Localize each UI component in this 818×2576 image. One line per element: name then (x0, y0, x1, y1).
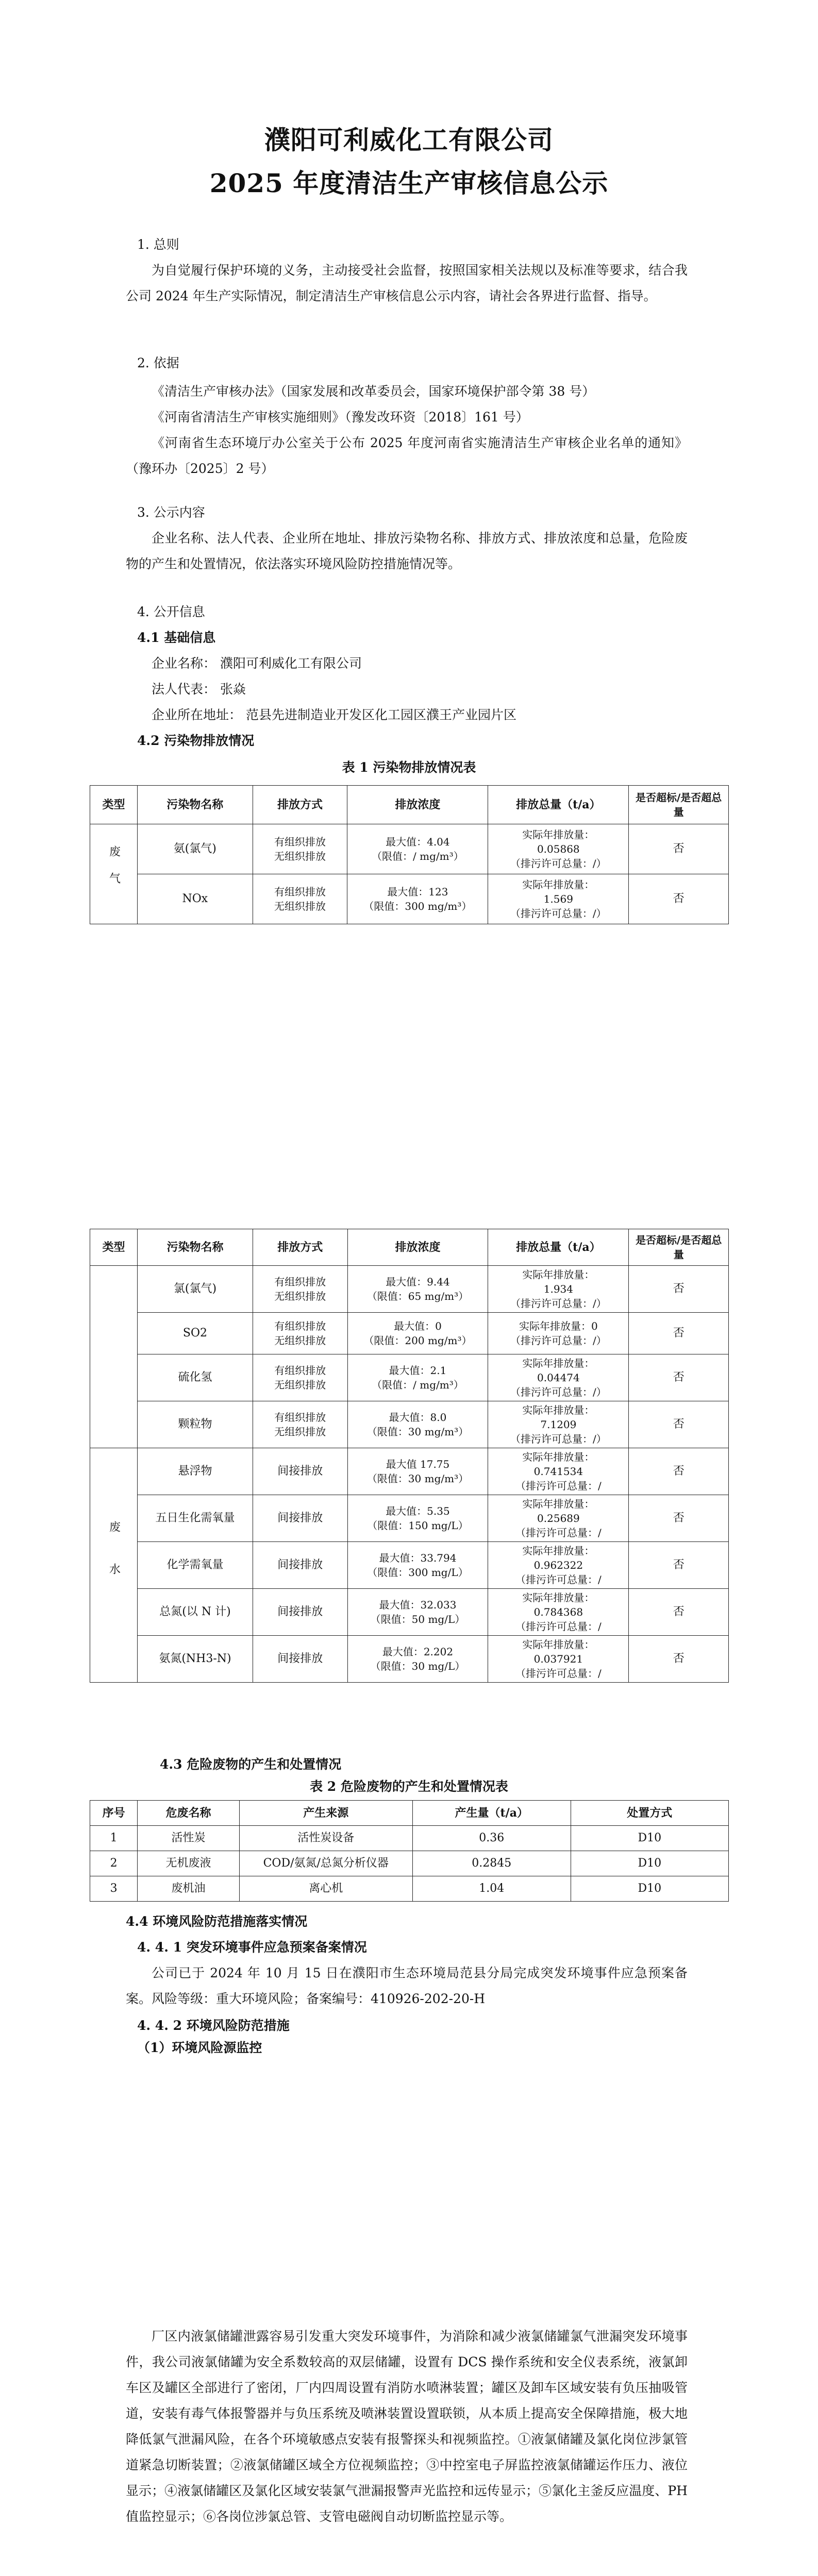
table-header-cell: 类型 (90, 786, 138, 824)
section-2-heading: 2. 依据 (137, 355, 179, 370)
table-cell: 活性炭设备 (239, 1826, 412, 1851)
table-header-cell: 是否超标/是否超总量 (629, 786, 729, 824)
table-cell: 颗粒物 (138, 1401, 253, 1448)
table-row (90, 1495, 729, 1542)
table-cell: 间接排放 (253, 1636, 347, 1683)
monitoring-paragraph: 厂区内液氯储罐泄露容易引发重大突发环境事件，为消除和减少液氯储罐氯气泄漏突发环境事件，我公司液氯储罐为安全系数较高的双层储罐，设置有 DCS 操作系统和安全仪表系统，液氯卸车区及罐区全部进行了密闭，厂内四周设置有消防水喷淋装置；罐区及卸车区域安装有负压抽吸管道，安装有毒气体报警器并与负压系统及喷淋装置设置联锁，从本质上提高安全保障措施，极大地降低氯气泄漏风险，在各个环境敏感点安装有报警探头和视频监控。①液氯储罐及氯化岗位涉氯管道紧急切断装置；②液氯储罐区域全方位视频监控；③中控室电子屏监控液氯储罐运作压力、液位显示；④液氯储罐区及氯化区域安装氯气泄漏报警声光监控和远传显示；⑤氯化主釜反应温度、PH 值监控显示；⑥各岗位涉氯总管、支管电磁阀自动切断监控显示等。 (126, 2329, 688, 2524)
table-cell: 有组织排放 无组织排放 (253, 1354, 347, 1401)
table-cell: 最大值：123 （限值：300 mg/m³） (347, 874, 488, 924)
table-row (90, 1401, 729, 1448)
table-cell: 有组织排放 无组织排放 (253, 1313, 347, 1354)
table-1 (90, 785, 729, 924)
table-cell: D10 (571, 1851, 728, 1876)
table-cell: 否 (629, 1401, 729, 1448)
table-header-cell: 排放方式 (253, 786, 347, 824)
table-cell: 1 (90, 1826, 138, 1851)
table-header-row (90, 1229, 729, 1266)
table-cell: 否 (629, 1495, 729, 1542)
table-cell: 最大值：2.1 （限值：/ mg/m³） (347, 1354, 488, 1401)
table-cell: NOx (138, 874, 253, 924)
section-4-4-1-heading: 4. 4. 1 突发环境事件应急预案备案情况 (137, 1940, 367, 1955)
table-header-cell: 产生来源 (239, 1801, 412, 1826)
table-cell: 最大值：8.0 （限值：30 mg/m³） (347, 1401, 488, 1448)
table-cell: D10 (571, 1826, 728, 1851)
table-1-header-row (90, 786, 729, 824)
table-cell: 有组织排放 无组织排放 (253, 1266, 347, 1313)
table-row (90, 1876, 729, 1902)
table-2-caption: 表 2 危险废物的产生和处置情况表 (310, 1779, 508, 1794)
table-cell: 间接排放 (253, 1589, 347, 1636)
section-2-item-2: 《河南省清洁生产审核实施细则》（豫发改环资〔2018〕161 号） (152, 410, 529, 425)
table-cell: 否 (629, 1354, 729, 1401)
table-cell: 实际年排放量： 0.05868 （排污许可总量：/） (488, 824, 629, 874)
table-cell: 五日生化需氧量 (138, 1495, 253, 1542)
table-cell: 最大值：32.033 （限值：50 mg/L） (347, 1589, 488, 1636)
table-cell: 否 (629, 1589, 729, 1636)
table-header-cell: 排放总量（t/a） (488, 1229, 629, 1266)
table-cell: 最大值：9.44 （限值：65 mg/m³） (347, 1266, 488, 1313)
doc-title-line1: 濮阳可利威化工有限公司 (264, 125, 554, 155)
table-cell: 硫化氢 (138, 1354, 253, 1401)
table-header-row (90, 1801, 729, 1826)
table-cell: 有组织排放 无组织排放 (253, 874, 347, 924)
table-cell: 有组织排放 无组织排放 (253, 1401, 347, 1448)
table-cell: 最大值：5.35 （限值：150 mg/L） (347, 1495, 488, 1542)
table-cell: 1.04 (412, 1876, 571, 1902)
table-row (90, 1851, 729, 1876)
table-row (90, 874, 729, 924)
company-address: 企业所在地址： 范县先进制造业开发区化工园区濮王产业园片区 (152, 707, 516, 722)
table-row (90, 1448, 729, 1495)
table-1-caption: 表 1 污染物排放情况表 (342, 760, 476, 775)
table-cell: 最大值：2.202 （限值：30 mg/L） (347, 1636, 488, 1683)
table-cell: 间接排放 (253, 1495, 347, 1542)
table-header-cell: 序号 (90, 1801, 138, 1826)
table-row (90, 1266, 729, 1313)
table-cell: 无机废液 (138, 1851, 239, 1876)
table-cell: 废机油 (138, 1876, 239, 1902)
table-header-cell: 危废名称 (138, 1801, 239, 1826)
section-4-3-heading: 4.3 危险废物的产生和处置情况 (160, 1757, 342, 1772)
table-cell: 实际年排放量： 0.962322 （排污许可总量：/ (488, 1542, 629, 1589)
table-cell: 氯(氯气) (138, 1266, 253, 1313)
section-1-body: 为自觉履行保护环境的义务，主动接受社会监督，按照国家相关法规以及标准等要求，结合我公司 2024 年生产实际情况，制定清洁生产审核信息公示内容，请社会各界进行监督、指导。 (126, 263, 688, 303)
table-cell: 实际年排放量：0 （排污许可总量：/） (488, 1313, 629, 1354)
table-row (90, 1589, 729, 1636)
table-cell: 悬浮物 (138, 1448, 253, 1495)
table-cell: 否 (629, 1542, 729, 1589)
table-cell: 最大值：33.794 （限值：300 mg/L） (347, 1542, 488, 1589)
section-2-item-3: 《河南省生态环境厅办公室关于公布 2025 年度河南省实施清洁生产审核企业名单的通知》（豫环办〔2025〕2 号） (126, 435, 688, 476)
table-cell: 间接排放 (253, 1542, 347, 1589)
table-header-cell: 处置方式 (571, 1801, 728, 1826)
table-cell: 实际年排放量： 1.569 （排污许可总量：/） (488, 874, 629, 924)
table-cell: 实际年排放量： 7.1209 （排污许可总量：/） (488, 1401, 629, 1448)
section-1-heading: 1. 总则 (137, 237, 179, 252)
table-type-cell (90, 1448, 138, 1683)
table-row (90, 1313, 729, 1354)
table-cell: 实际年排放量： 1.934 （排污许可总量：/） (488, 1266, 629, 1313)
company-name: 企业名称： 濮阳可利威化工有限公司 (152, 656, 362, 671)
table-cell: 否 (629, 1313, 729, 1354)
table-cell: 有组织排放 无组织排放 (253, 824, 347, 874)
table-type-cell (90, 824, 138, 924)
table-cell: 否 (629, 1266, 729, 1313)
table-header-cell: 排放浓度 (347, 1229, 488, 1266)
table-cell: 总氮(以 N 计) (138, 1589, 253, 1636)
table-cell: 实际年排放量： 0.04474 （排污许可总量：/） (488, 1354, 629, 1401)
table-header-cell: 排放浓度 (347, 786, 488, 824)
type-label: 废水 (107, 1521, 121, 1605)
table-row (90, 1354, 729, 1401)
table-cell: 氨氮(NH3-N) (138, 1636, 253, 1683)
table-header-cell: 污染物名称 (138, 1229, 253, 1266)
table-row (90, 1542, 729, 1589)
table-header-cell: 是否超标/是否超总量 (629, 1229, 729, 1266)
table-cell: 氨(氯气) (138, 824, 253, 874)
table-header-cell: 排放总量（t/a） (488, 786, 629, 824)
table-row (90, 1636, 729, 1683)
section-2-item-1: 《清洁生产审核办法》（国家发展和改革委员会，国家环境保护部令第 38 号） (152, 384, 595, 399)
section-4-4-heading: 4.4 环境风险防范措施落实情况 (126, 1914, 308, 1929)
table-cell: 活性炭 (138, 1826, 239, 1851)
section-3-heading: 3. 公示内容 (137, 505, 205, 520)
table-1-continued (90, 1229, 729, 1683)
section-4-2-heading: 4.2 污染物排放情况 (137, 733, 255, 748)
table-cell: 否 (629, 824, 729, 874)
table-cell: 化学需氧量 (138, 1542, 253, 1589)
table-cell: 否 (629, 1448, 729, 1495)
table-cell: 否 (629, 1636, 729, 1683)
doc-title-line2: 2025 年度清洁生产审核信息公示 (209, 168, 609, 198)
subsection-monitoring-heading: （1）环境风险源监控 (137, 2040, 262, 2055)
table-cell: 最大值：0 （限值：200 mg/m³） (347, 1313, 488, 1354)
table-cell: 离心机 (239, 1876, 412, 1902)
table-cell: 间接排放 (253, 1448, 347, 1495)
table-type-cell (90, 1266, 138, 1448)
section-3-body: 企业名称、法人代表、企业所在地址、排放污染物名称、排放方式、排放浓度和总量，危险废物的产生和处置情况，依法落实环境风险防控措施情况等。 (126, 531, 688, 571)
table-cell: D10 (571, 1876, 728, 1902)
legal-representative: 法人代表： 张焱 (152, 682, 246, 697)
table-cell: 0.36 (412, 1826, 571, 1851)
table-cell: 0.2845 (412, 1851, 571, 1876)
table-cell: 实际年排放量： 0.741534 （排污许可总量：/ (488, 1448, 629, 1495)
section-4-4-1-body: 公司已于 2024 年 10 月 15 日在濮阳市生态环境局范县分局完成突发环境事件应急预案备案。风险等级：重大环境风险；备案编号：410926-202-20-H (126, 1965, 688, 2006)
table-cell: 3 (90, 1876, 138, 1902)
table-row (90, 1826, 729, 1851)
section-4-heading: 4. 公开信息 (137, 604, 205, 619)
section-4-1-heading: 4.1 基础信息 (137, 630, 216, 645)
table-2 (90, 1800, 729, 1902)
table-header-cell: 排放方式 (253, 1229, 347, 1266)
table-row (90, 824, 729, 874)
table-header-cell: 类型 (90, 1229, 138, 1266)
table-cell: 实际年排放量： 0.25689 （排污许可总量：/ (488, 1495, 629, 1542)
section-4-4-2-heading: 4. 4. 2 环境风险防范措施 (137, 2018, 290, 2033)
table-cell: 2 (90, 1851, 138, 1876)
table-header-cell: 污染物名称 (138, 786, 253, 824)
table-cell: 最大值 17.75 （限值：30 mg/m³） (347, 1448, 488, 1495)
table-cell: 实际年排放量： 0.784368 （排污许可总量：/ (488, 1589, 629, 1636)
table-cell: 最大值：4.04 （限值：/ mg/m³） (347, 824, 488, 874)
table-cell: 实际年排放量： 0.037921 （排污许可总量：/ (488, 1636, 629, 1683)
table-header-cell: 产生量（t/a） (412, 1801, 571, 1826)
table-cell: COD/氨氮/总氮分析仪器 (239, 1851, 412, 1876)
type-label: 废气 (107, 845, 121, 899)
table-cell: 否 (629, 874, 729, 924)
table-cell: SO2 (138, 1313, 253, 1354)
